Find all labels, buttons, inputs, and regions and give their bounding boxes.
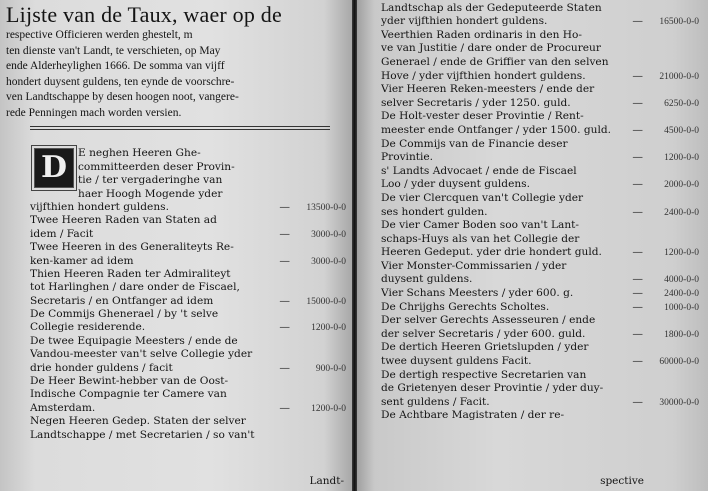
entry-text: twee duysent guldens Facit.: [381, 355, 532, 368]
leader-dash: —: [632, 178, 643, 191]
entry-text: sent guldens / Facit.: [381, 395, 490, 408]
leader-dash: —: [279, 254, 290, 267]
entry-line: [30, 427, 346, 440]
entry-text: De vier Clercquen van't Collegie yder: [381, 191, 584, 204]
entry-line: [381, 381, 699, 395]
entry-amount: 1200-0-0: [311, 403, 346, 414]
intro-line: ven Landtschappe by desen hoogen noot, vangere-: [6, 91, 239, 103]
entry-text: De twee Equipagie Meesters / ende de: [30, 334, 238, 347]
entry-line: [381, 353, 699, 367]
entry-text: duysent guldens.: [381, 273, 473, 286]
list-entry: [381, 408, 699, 422]
entry-text: Twee Heeren Raden van Staten ad: [30, 214, 217, 227]
entry-line: [381, 54, 699, 68]
entry-text: Heeren Gedeput. yder drie hondert guld.: [381, 246, 602, 259]
entry-amount: 1200-0-0: [664, 153, 699, 164]
entry-line: [381, 231, 699, 245]
list-entry: [30, 333, 346, 373]
entry-text: Vier Monster-Commissarien / yder: [381, 259, 567, 272]
entry-text: Indische Compagnie ter Camere van: [30, 388, 227, 401]
entry-line: [30, 387, 346, 400]
catchword: spective: [600, 475, 644, 487]
leader-dash: —: [632, 96, 643, 109]
entry-list: [30, 146, 346, 441]
entry-amount: 2400-0-0: [664, 207, 699, 218]
entry-amount: 13500-0-0: [306, 202, 346, 213]
entry-amount: 4500-0-0: [664, 125, 699, 136]
entry-line: [381, 150, 699, 164]
entry-text: haer Hoogh Mogende yder: [78, 187, 223, 200]
list-entry: [381, 367, 699, 408]
entry-text: drie honder guldens / facit: [30, 361, 173, 374]
entry-line: [30, 320, 346, 333]
entry-text: tot Harlinghen / dare onder de Fiscael,: [30, 281, 240, 294]
leader-dash: —: [279, 227, 290, 240]
entry-text: De dertich Heeren Grietslupden / yder: [381, 341, 589, 354]
entry-line: [381, 41, 699, 55]
entry-line: [381, 122, 699, 136]
leader-dash: —: [632, 15, 643, 28]
entry-line: [381, 408, 699, 422]
entry-amount: 15000-0-0: [306, 296, 346, 307]
leader-dash: —: [632, 246, 643, 259]
list-entry: [30, 374, 346, 414]
entry-amount: 1800-0-0: [664, 329, 699, 340]
entry-text: der selver Secretaris / yder 600. guld.: [381, 327, 586, 340]
entry-amount: 1000-0-0: [664, 302, 699, 313]
entry-amount: 3000-0-0: [311, 256, 346, 267]
entry-amount: 2000-0-0: [664, 180, 699, 191]
leader-dash: —: [279, 401, 290, 414]
entry-amount: 16500-0-0: [659, 17, 699, 28]
entry-text: De Achtbare Magistraten / der re-: [381, 409, 565, 422]
leader-dash: —: [632, 287, 643, 300]
catchword: Landt-: [309, 475, 344, 487]
entry-text: De dertigh respective Secretarien van: [381, 368, 587, 381]
intro-text: [6, 28, 344, 121]
list-entry: [381, 313, 699, 340]
entry-line: [381, 272, 699, 286]
entry-text: Vier Schans Meesters / yder 600. g.: [381, 287, 574, 300]
entry-text: Landtschap als der Gedeputeerde Staten: [381, 1, 602, 14]
list-entry: [381, 340, 699, 367]
entry-amount: 21000-0-0: [659, 71, 699, 82]
entry-amount: 60000-0-0: [659, 357, 699, 368]
list-entry: [381, 285, 699, 299]
intro-line: ende Alderheylighen 1666. De somma van vijff: [6, 60, 225, 72]
right-page: [357, 0, 708, 491]
list-entry: [381, 163, 699, 190]
entry-line: [30, 267, 346, 280]
entry-line: [381, 245, 699, 259]
entry-text: Hove / yder vijfthien hondert guldens.: [381, 69, 586, 82]
entry-line: [381, 14, 699, 28]
entry-text: committeerden deser Provin-: [78, 160, 235, 173]
entry-text: Vandou-meester van't selve Collegie yder: [30, 348, 253, 361]
drop-cap: D: [34, 148, 74, 188]
entry-text: vijfthien hondert guldens.: [30, 200, 169, 213]
entry-text: Provintie.: [381, 151, 434, 164]
entry-amount: 1200-0-0: [311, 323, 346, 334]
entry-text: De Commijs van de Financie deser: [381, 137, 568, 150]
list-entry: [381, 258, 699, 285]
list-entry: [381, 82, 699, 109]
leader-dash: —: [632, 273, 643, 286]
entry-text: selver Secretaris / yder 1250. guld.: [381, 96, 571, 109]
entry-text: Amsterdam.: [30, 401, 96, 414]
entry-text: Collegie residerende.: [30, 321, 146, 334]
list-entry: [30, 213, 346, 240]
entry-text: ken-kamer ad idem: [30, 254, 134, 267]
entry-amount: 2400-0-0: [664, 289, 699, 300]
leader-dash: —: [279, 361, 290, 374]
entry-line: [381, 258, 699, 272]
entry-line: [381, 27, 699, 41]
list-entry: [381, 0, 699, 27]
entry-line: [30, 293, 346, 306]
list-entry: [381, 27, 699, 81]
entry-text: Der selver Gerechts Assesseuren / ende: [381, 314, 596, 327]
entry-text: Loo / yder duysent guldens.: [381, 178, 530, 191]
entry-list: [381, 0, 699, 421]
entry-line: [381, 82, 699, 96]
intro-line: hondert duysent guldens, ten eynde de voorschre-: [6, 75, 235, 88]
entry-amount: 900-0-0: [315, 363, 346, 374]
entry-text: ses hondert gulden.: [381, 205, 488, 218]
entry-line: [381, 0, 699, 14]
entry-line: [381, 299, 699, 313]
intro-line: rede Penningen mach worden versien.: [6, 106, 182, 119]
entry-line: [30, 360, 346, 373]
list-entry: [30, 267, 346, 307]
entry-line: [30, 253, 346, 266]
entry-text: De vier Camer Boden soo van't Lant-: [381, 219, 580, 232]
list-entry: [30, 307, 346, 334]
entry-line: [30, 347, 346, 360]
entry-line: [381, 340, 699, 354]
entry-line: [381, 190, 699, 204]
entry-text: E neghen Heeren Ghe-: [78, 147, 201, 160]
entry-line: [381, 285, 699, 299]
entry-text: Thien Heeren Raden ter Admiraliteyt: [30, 267, 231, 280]
entry-text: idem / Facit: [30, 227, 94, 240]
entry-line: [30, 226, 346, 239]
entry-line: [30, 307, 346, 320]
entry-line: [381, 326, 699, 340]
list-entry: [381, 190, 699, 217]
leader-dash: —: [279, 200, 290, 213]
leader-dash: —: [632, 69, 643, 82]
leader-dash: —: [632, 300, 643, 313]
entry-line: [381, 68, 699, 82]
intro-line: respective Officieren werden ghestelt, m: [6, 29, 193, 41]
intro-line: ten dienste van't Landt, te verschieten, op May: [6, 44, 221, 57]
entry-line: [381, 95, 699, 109]
list-entry: [381, 136, 699, 163]
list-entry: [30, 146, 346, 200]
entry-line: [30, 213, 346, 226]
entry-line: [381, 204, 699, 218]
intro-block: [6, 2, 344, 121]
entry-text: schaps-Huys als van het Collegie der: [381, 232, 580, 245]
page-title: Lijste van de Taux, waer op de: [6, 2, 282, 27]
leader-dash: —: [279, 294, 290, 307]
list-entry: [30, 200, 346, 213]
entry-line: [381, 394, 699, 408]
list-entry: [381, 299, 699, 313]
left-page: [0, 0, 352, 491]
list-entry: [30, 240, 346, 267]
entry-text: s' Landts Advocaet / ende de Fiscael: [381, 164, 577, 177]
entry-text: Vier Heeren Reken-meesters / ende der: [381, 83, 595, 96]
leader-dash: —: [632, 205, 643, 218]
entry-amount: 4000-0-0: [664, 275, 699, 286]
entry-line: [381, 136, 699, 150]
entry-line: [30, 280, 346, 293]
entry-line: [381, 367, 699, 381]
entry-line: [30, 374, 346, 387]
entry-line: [30, 240, 346, 253]
list-entry: [381, 109, 699, 136]
entry-text: ve van Justitie / dare onder de Procureur: [381, 42, 601, 55]
entry-text: De Heer Bewint-hebber van de Oost-: [30, 375, 229, 388]
entry-text: De Commijs Ghenerael / by 't selve: [30, 308, 219, 321]
entry-text: tie / ter vergaderinghe van: [78, 174, 223, 187]
entry-line: [30, 200, 346, 213]
entry-amount: 3000-0-0: [311, 229, 346, 240]
entry-text: Secretaris / en Ontfanger ad idem: [30, 294, 214, 307]
entry-text: meester ende Ontfanger / yder 1500. guld.: [381, 123, 612, 136]
entry-line: [381, 109, 699, 123]
entry-line: [30, 173, 346, 186]
leader-dash: —: [632, 151, 643, 164]
entry-text: Veerthien Raden ordinaris in den Ho-: [381, 28, 583, 41]
entry-line: [381, 313, 699, 327]
entry-line: [381, 218, 699, 232]
leader-dash: —: [632, 395, 643, 408]
entry-line: [30, 159, 346, 172]
entry-line: [30, 333, 346, 346]
entry-amount: 30000-0-0: [659, 397, 699, 408]
entry-text: De Holt-vester deser Provintie / Rent-: [381, 110, 584, 123]
entry-text: Twee Heeren in des Generaliteyts Re-: [30, 241, 234, 254]
divider-rule: [30, 126, 330, 127]
entry-line: [30, 414, 346, 427]
entry-line: [30, 400, 346, 413]
entry-text: Negen Heeren Gedep. Staten der selver: [30, 415, 246, 428]
entry-text: De Chrijghs Gerechts Scholtes.: [381, 300, 550, 313]
entry-text: de Grietenyen deser Provintie / yder duy-: [381, 382, 604, 395]
entry-amount: 6250-0-0: [664, 98, 699, 109]
list-entry: [30, 414, 346, 441]
entry-line: [30, 146, 346, 159]
leader-dash: —: [632, 123, 643, 136]
entry-text: yder vijfthien hondert guldens.: [381, 15, 548, 28]
entry-text: Generael / ende de Griffier van den selven: [381, 55, 609, 68]
leader-dash: —: [632, 355, 643, 368]
entry-amount: 1200-0-0: [664, 248, 699, 259]
list-entry: [381, 218, 699, 259]
leader-dash: —: [632, 327, 643, 340]
divider-rule: [30, 129, 330, 130]
leader-dash: —: [279, 321, 290, 334]
entry-line: [381, 163, 699, 177]
entry-line: [30, 186, 346, 199]
entry-line: [381, 177, 699, 191]
entry-text: Landtschappe / met Secretarien / so van't: [30, 428, 255, 441]
